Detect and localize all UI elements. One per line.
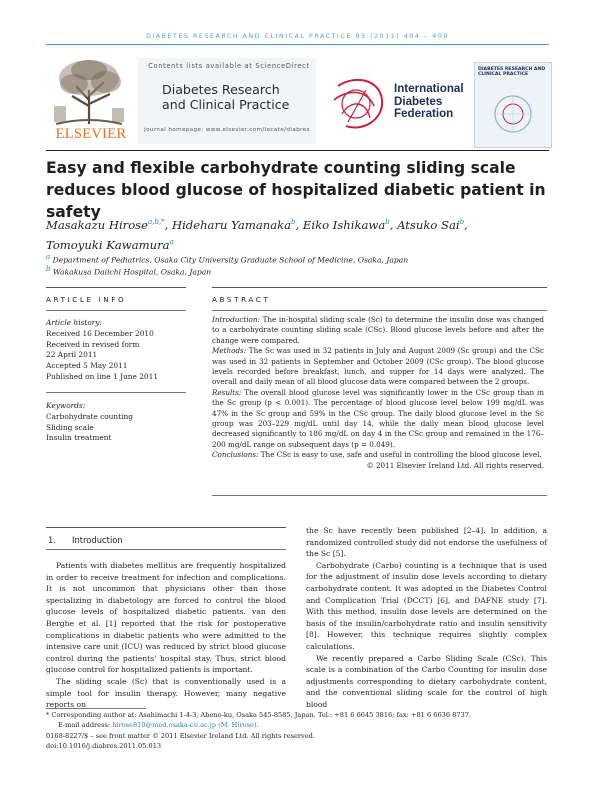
abstract-conclusions xyxy=(212,450,544,460)
publisher-logo-text: ELSEVIER xyxy=(55,126,127,142)
keyword[interactable]: Carbohydrate counting xyxy=(46,411,134,421)
abstract-label: Results: xyxy=(212,387,242,397)
history-label: Article history: xyxy=(46,318,102,327)
keywords-label: Keywords: xyxy=(46,401,86,410)
corresponding-author-note: * Corresponding author at: Asahimachi 1-4-3, Abeno-ku, Osaka 545-8585, Japan. Tel.: +81 6 6645 3816; fax: +81 6 6636 8737. xyxy=(46,711,472,719)
author-name[interactable]: Atsuko Sai xyxy=(397,217,460,232)
article-info-rule xyxy=(46,310,186,311)
affiliation-marker: a xyxy=(46,253,51,261)
affiliation-marker: b xyxy=(46,265,51,273)
author-name[interactable]: Hideharu Yamanaka xyxy=(171,217,292,232)
history-item: 22 April 2011 xyxy=(46,350,98,360)
abstract-label: Introduction: xyxy=(212,315,260,324)
article-info-heading: ARTICLE INFO xyxy=(46,295,127,304)
paragraph: We recently prepared a Carbo Sliding Scale (CSc). This scale is a combination of the Carbo Counting for insulin dose adjustments corresponding to dietary carbohydrate content, and the conventional sliding scale for the control of high blood xyxy=(306,653,547,709)
cover-title: DIABETES RESEARCH AND CLINICAL PRACTICE xyxy=(478,67,546,78)
journal-title xyxy=(162,82,289,112)
journal-title-line2: and Clinical Practice xyxy=(162,97,290,112)
abstract-body xyxy=(212,315,544,471)
journal-title-line1: Diabetes Research xyxy=(162,82,280,97)
abstract-text: The CSc is easy to use, safe and useful in controlling the blood glucose level. xyxy=(260,450,542,460)
paragraph: the Sc have recently been published [2–4]. In addition, a randomized controlled study did not endorse the usefulness of the Sc [5]. xyxy=(306,526,547,559)
keyword[interactable]: Insulin treatment xyxy=(46,433,112,443)
affiliation-text: Department of Pediatrics, Osaka City University Graduate School of Medicine, Osaka, Japan xyxy=(52,255,409,265)
paragraph: The sliding scale (Sc) that is conventionally used is a simple tool for insulin therapy. However, many negative reports on xyxy=(46,676,286,710)
abstract-results xyxy=(212,388,544,450)
affiliation-text: Wakakusa Daiichi Hospital, Osaka, Japan xyxy=(52,267,212,277)
idf-name xyxy=(394,83,464,121)
history-item: Published on line 1 June 2011 xyxy=(46,371,159,381)
masthead-rule xyxy=(46,150,549,151)
idf-logo-icon xyxy=(326,70,390,136)
author-name[interactable]: Eiko Ishikawa xyxy=(302,217,386,232)
author-affiliation-marker[interactable]: b xyxy=(459,218,465,226)
author-list xyxy=(46,214,561,254)
right-column xyxy=(306,525,547,711)
author-name[interactable]: Tomoyuki Kawamura xyxy=(46,237,170,252)
keyword[interactable]: Sliding scale xyxy=(46,422,94,432)
intro-top-rule xyxy=(46,527,286,528)
section-number: 1. xyxy=(48,535,56,545)
abstract-text: The in-hospital sliding scale (Sc) to determine the insulin dose was changed to a carbohydrate counting sliding scale (CSc). Blood glucose levels before and after the change were compared. xyxy=(212,315,544,345)
abstract-introduction xyxy=(212,315,544,346)
email-link[interactable]: hirose810@med.osaka-cu.ac.jp (M. Hirose). xyxy=(112,721,259,729)
idf-name-line2: Diabetes xyxy=(394,94,443,108)
section-heading xyxy=(48,535,123,545)
author-separator: , xyxy=(164,217,172,232)
abstract-text: The Sc was used in 32 patients in July and August 2009 (Sc group) and the CSc was used in 32 patients in September and October 2009 (CSc group). The blood glucose levels recorded before breakfast, lunch, and supper for 14 days were analyzed. The overall and daily mean of all blood glucose data were compared between the 2 groups. xyxy=(212,346,544,387)
abstract-heading: ABSTRACT xyxy=(212,295,271,304)
abstract-copyright: © 2011 Elsevier Ireland Ltd. All rights reserved. xyxy=(366,460,544,470)
history-item: Received 16 December 2010 xyxy=(46,328,154,338)
abstract-text: The overall blood glucose level was significantly lower in the CSc group than in the Sc group (p < 0.001). The percentage of blood glucose level below 199 mg/dL was 47% in the Sc group and 59% in the CSc group. The daily blood glucose level in the Sc group was 203–229 mg/dL until day 14, while the daily mean blood glucose level decreased significantly to 186 mg/dL on day 4 in the CSc group and remained in the 176–200 mg/dL range on subsequent days (p = 0.049). xyxy=(212,387,544,449)
article-info-top-rule xyxy=(46,287,186,288)
abstract-label: Methods: xyxy=(212,346,247,356)
abstract-methods xyxy=(212,346,544,388)
author-affiliation-marker[interactable]: a xyxy=(169,237,174,246)
header-rule xyxy=(46,44,549,45)
section-title: Introduction xyxy=(71,535,123,545)
history-item: Accepted 5 May 2011 xyxy=(46,361,128,371)
author-separator: , xyxy=(389,217,398,232)
keywords-rule xyxy=(46,392,186,393)
journal-homepage: journal homepage: www.elsevier.com/locate/diabres xyxy=(144,127,310,133)
abstract-top-rule xyxy=(212,287,547,288)
paragraph: Carbohydrate (Carbo) counting is a technique that is used for the adjustment of insulin dose levels according to dietary carbohydrate content. It was adopted in the Diabetes Control and Complication Trial (DCCT) [6], and DAFNE study [7]. With this method, insulin dose levels are determined on the basis of the insulin/carbohydrate ratio and insulin sensitivity [8]. However, this technique requires slightly complex calculations. xyxy=(306,560,547,651)
keywords xyxy=(46,401,186,444)
abstract-bottom-rule xyxy=(212,495,547,496)
footnote-rule xyxy=(46,708,146,709)
intro-heading-rule xyxy=(46,549,286,550)
left-column xyxy=(46,560,286,711)
author-affiliation-marker[interactable]: b xyxy=(291,218,296,226)
author-separator: , xyxy=(464,217,468,232)
contents-line: Contents lists available at ScienceDirect xyxy=(148,62,310,70)
abstract-label: Conclusions: xyxy=(212,450,259,460)
abstract-rule xyxy=(212,310,547,311)
author-affiliation-marker[interactable]: a,b,* xyxy=(148,218,165,226)
cover-graphic-icon xyxy=(489,89,537,139)
journal-cover-thumbnail xyxy=(474,62,552,148)
email-line xyxy=(58,721,259,731)
author-affiliation-marker[interactable]: b xyxy=(385,218,390,226)
running-header: DIABETES RESEARCH AND CLINICAL PRACTICE 93 (2011) 404 – 409 xyxy=(146,33,449,40)
idf-name-line1: International xyxy=(394,82,464,95)
article-history xyxy=(46,318,186,383)
article-title: Easy and flexible carbohydrate counting sliding scale reduces blood glucose of hospitalized diabetic patient in safety xyxy=(46,159,546,221)
paragraph: Patients with diabetes mellitus are frequently hospitalized in order to receive treatment for infection and complications. It is not uncommon that physicians other than those specializing in diabetology are forced to control the blood glucose levels of hospitalized diabetic patients. van den Berghe et al. [1] reported that the risk for postoperative complications in diabetic patients who were admitted to the intensive care unit (ICU) was reduced by strict blood glucose control during the patients' hospital stay. Thus, strict blood glucose control for hospitalized patients is important. xyxy=(46,561,286,675)
author-separator: , xyxy=(295,217,303,232)
idf-name-line3: Federation xyxy=(394,107,454,121)
affiliation xyxy=(46,264,211,278)
doi-line[interactable]: doi:10.1016/j.diabres.2011.05.013 xyxy=(46,742,162,750)
email-label: E-mail address: xyxy=(58,721,111,729)
author-name[interactable]: Masakazu Hirose xyxy=(46,217,148,232)
front-matter-line: 0168-8227/$ – see front matter © 2011 Elsevier Ireland Ltd. All rights reserved. xyxy=(46,732,315,740)
history-item: Received in revised form xyxy=(46,339,140,349)
